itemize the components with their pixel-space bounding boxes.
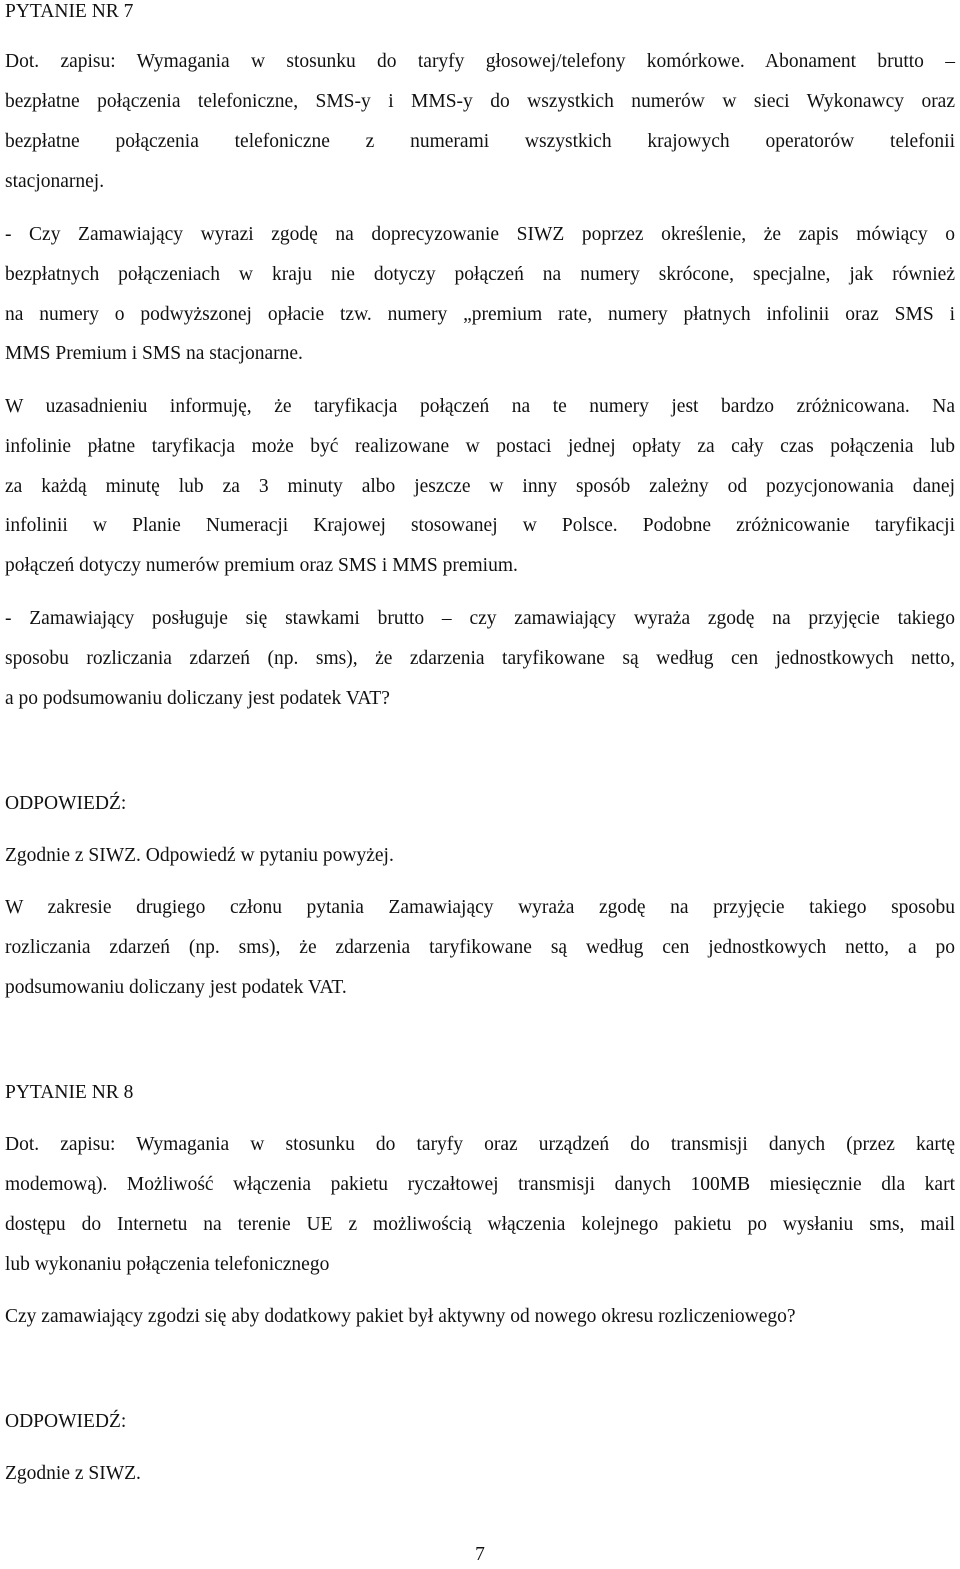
text-line: a po podsumowaniu doliczany jest podatek VAT? xyxy=(5,688,390,709)
answer-8-text: Zgodnie z SIWZ. xyxy=(5,1463,141,1484)
text-line: połączeń dotyczy numerów premium oraz SMS i MMS premium. xyxy=(5,555,518,576)
answer-7-label: ODPOWIEDŹ: xyxy=(5,793,127,814)
text-line: bezpłatne połączenia telefoniczne, SMS-y i MMS-y do wszystkich numerów w sieci Wykonawcy oraz xyxy=(5,91,955,112)
text-line: W uzasadnieniu informuję, że taryfikacja połączeń na te numery jest bardzo zróżnicowana. Na xyxy=(5,396,955,417)
answer-7-part-1: Zgodnie z SIWZ. Odpowiedź w pytaniu powyżej. xyxy=(5,845,394,866)
text-line: bezpłatne połączenia telefoniczne z numerami wszystkich krajowych operatorów telefonii xyxy=(5,131,955,152)
answer-8-label: ODPOWIEDŹ: xyxy=(5,1411,127,1432)
text-line: sposobu rozliczania zdarzeń (np. sms), że zdarzenia taryfikowane są według cen jednostkowych netto, xyxy=(5,648,955,669)
question-8-text: Czy zamawiający zgodzi się aby dodatkowy pakiet był aktywny od nowego okresu rozliczeniowego? xyxy=(5,1306,796,1327)
text-line: MMS Premium i SMS na stacjonarne. xyxy=(5,343,303,364)
text-line: - Zamawiający posługuje się stawkami brutto – czy zamawiający wyraża zgodę na przyjęcie takiego xyxy=(5,608,955,629)
question-8-heading: PYTANIE NR 8 xyxy=(5,1082,134,1103)
text-line: dostępu do Internetu na terenie UE z możliwością włączenia kolejnego pakietu po wysłaniu sms, mail xyxy=(5,1214,955,1235)
text-line: infolinii w Planie Numeracji Krajowej stosowanej w Polsce. Podobne zróżnicowanie taryfikacji xyxy=(5,515,955,536)
text-line: Dot. zapisu: Wymagania w stosunku do taryfy oraz urządzeń do transmisji danych (przez kartę xyxy=(5,1134,955,1155)
text-line: lub wykonaniu połączenia telefonicznego xyxy=(5,1254,330,1275)
text-line: - Czy Zamawiający wyrazi zgodę na doprecyzowanie SIWZ poprzez określenie, że zapis mówiący o xyxy=(5,224,955,245)
text-line: bezpłatnych połączeniach w kraju nie dotyczy połączeń na numery skrócone, specjalne, jak również xyxy=(5,264,955,285)
text-line: infolinie płatne taryfikacja może być realizowane w postaci jednej opłaty za cały czas połączenia lub xyxy=(5,436,955,457)
text-line: rozliczania zdarzeń (np. sms), że zdarzenia taryfikowane są według cen jednostkowych netto, a po xyxy=(5,937,955,958)
question-7-heading: PYTANIE NR 7 xyxy=(5,1,134,22)
text-line: modemową). Możliwość włączenia pakietu ryczałtowej transmisji danych 100MB miesięcznie dla kart xyxy=(5,1174,955,1195)
text-line: W zakresie drugiego członu pytania Zamawiający wyraża zgodę na przyjęcie takiego sposobu xyxy=(5,897,955,918)
text-line: na numery o podwyższonej opłacie tzw. numery „premium rate, numery płatnych infolinii oraz SMS i xyxy=(5,304,955,325)
text-line: stacjonarnej. xyxy=(5,171,105,192)
page-number: 7 xyxy=(475,1544,485,1565)
text-line: za każdą minutę lub za 3 minuty albo jeszcze w inny sposób zależny od pozycjonowania danej xyxy=(5,476,955,497)
text-line: podsumowaniu doliczany jest podatek VAT. xyxy=(5,977,347,998)
text-line: Dot. zapisu: Wymagania w stosunku do taryfy głosowej/telefony komórkowe. Abonament brutto – xyxy=(5,51,955,72)
